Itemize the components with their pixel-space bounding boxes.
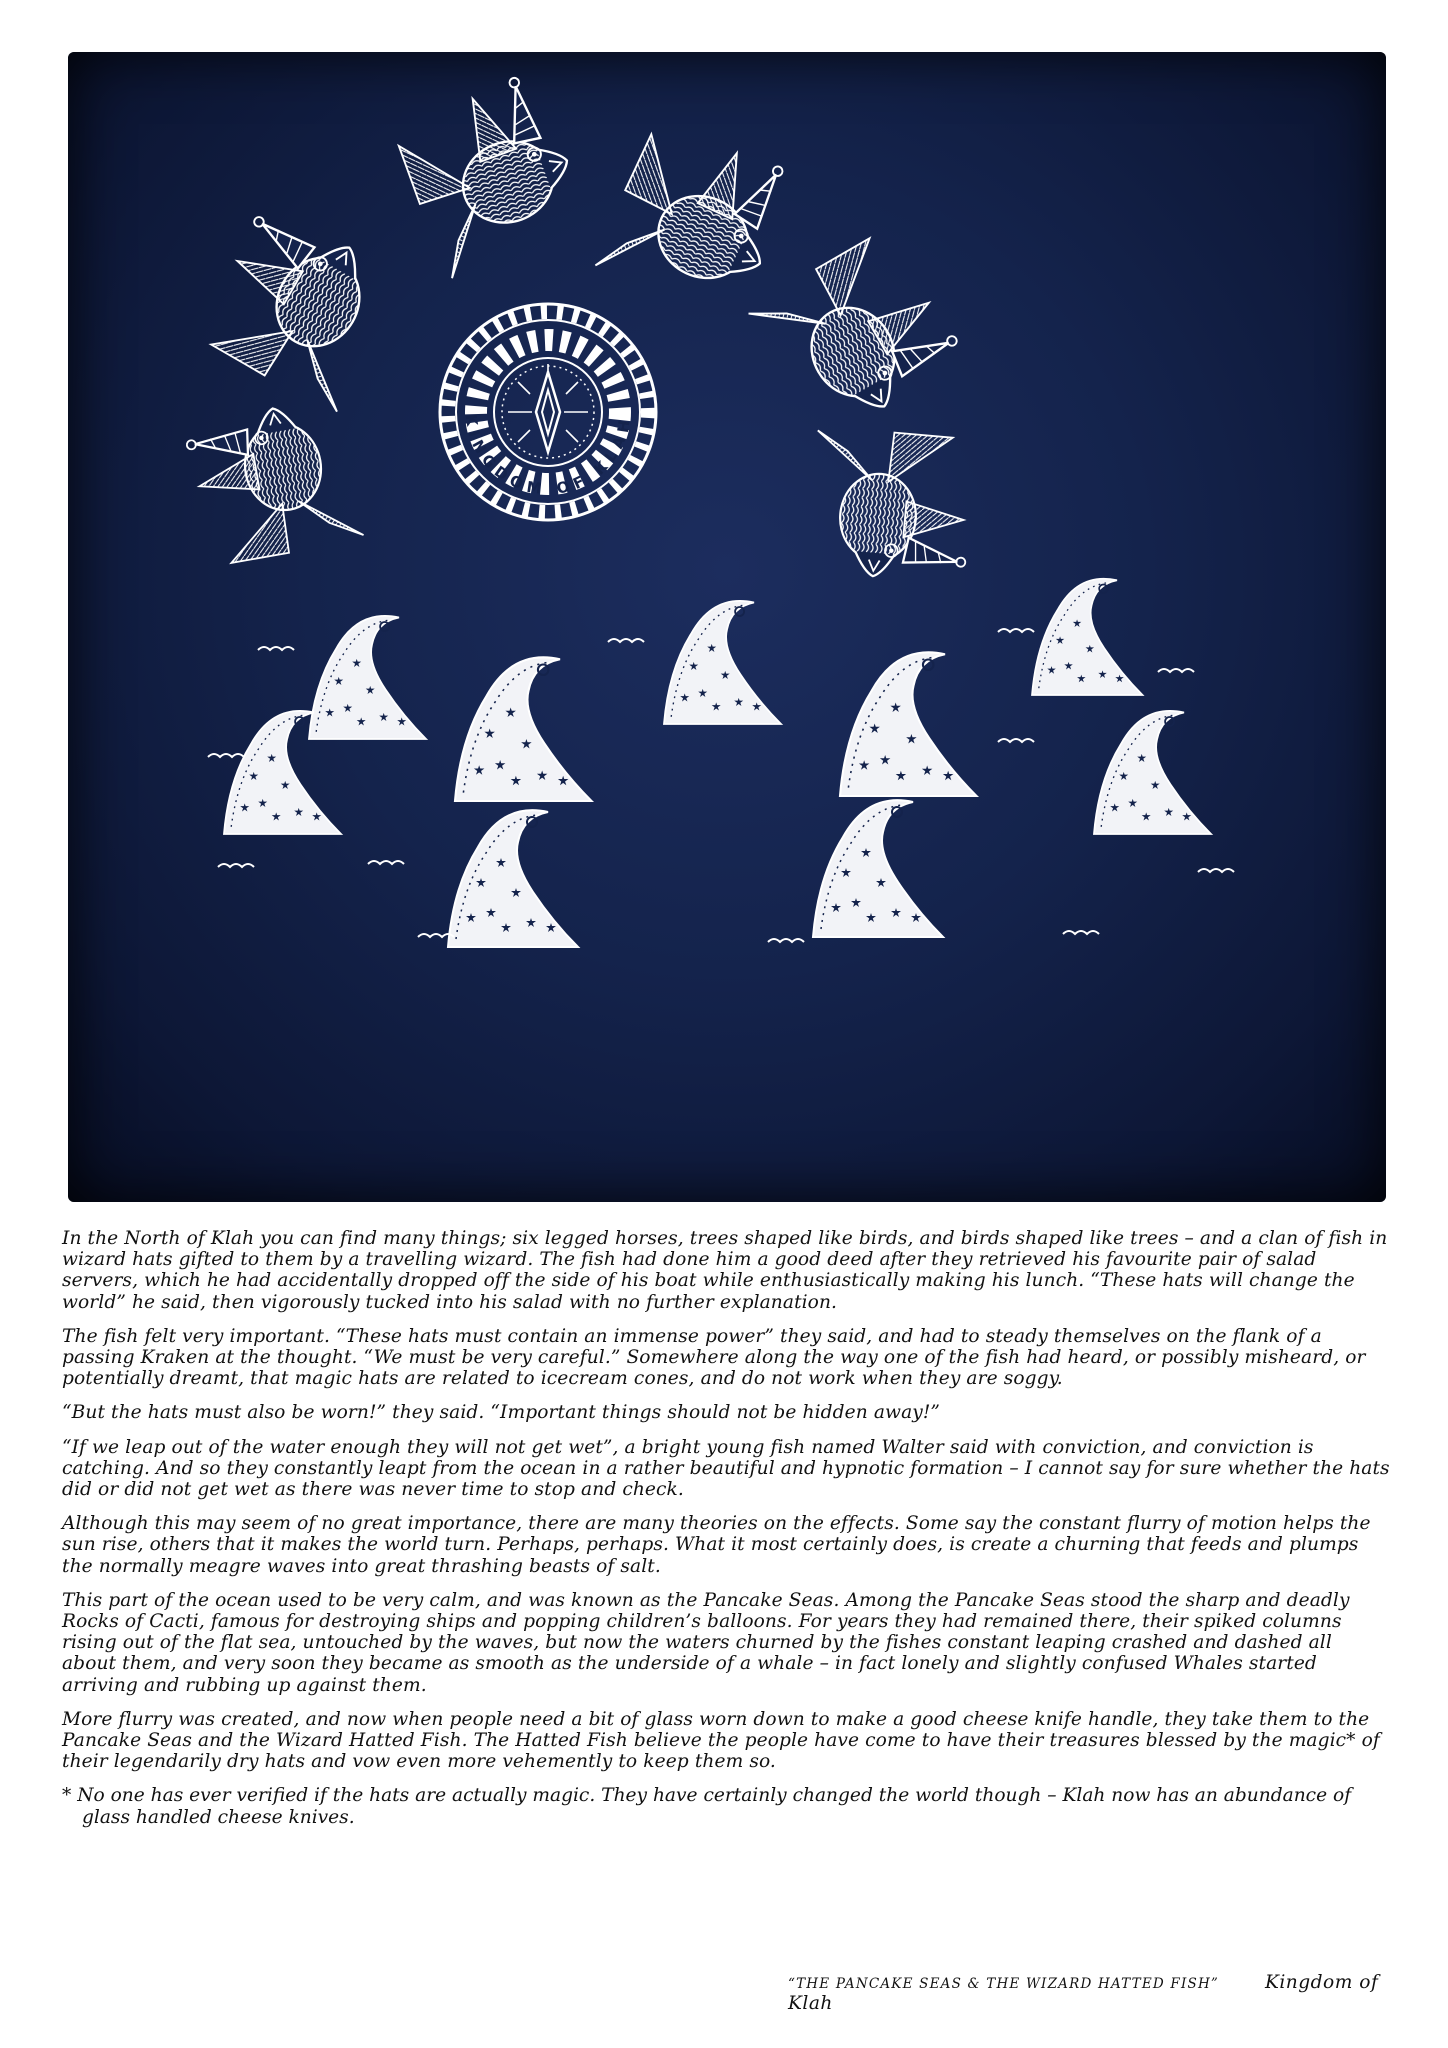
story-paragraph-6: This part of the ocean used to be very calm, and was known as the Pancake Seas. Among the Pancake Seas stood the sharp and deadly Rocks of Cacti, famous for destroying ships and popping children’s balloons. For years they had remained there, their spiked columns rising out of the flat sea, untouched by the waves, but now the waters churned by the fishes constant leaping crashed and dashed all about them, and very soon they became as smooth as the underside of a whale – in fact lonely and slightly confused Whales started arriving and rubbing up against them. — [62, 1589, 1350, 1696]
fish-4 — [806, 426, 976, 584]
story-paragraph-7: More flurry was created, and now when people need a bit of glass worn down to make a good cheese knife handle, they take them to the Pancake Seas and the Wizard Hatted Fish. The Hatted Fish believe the people have come to have their treasures blessed by the magic* of their legendarily dry hats and vow even more vehemently to keep them so. — [62, 1708, 1380, 1773]
story-paragraph-1: In the North of Klah you can find many things; six legged horses, trees shaped like birds, and birds shaped like trees – and a clan of fish in wizard hats gifted to them by a travelling wizard. The fish had done him a good deed after they retrieved his favourite pair of salad servers, which he had accidentally dropped off the side of his boat while enthusiastically making his lunch. “These hats will change the world” he said, then vigorously tucked into his salad with no further explanation. — [62, 1228, 1388, 1313]
footnote: * No one has ever verified if the hats are actually magic. They have certainly changed the world though – Klah now has an abundance of glass handled cheese knives. — [62, 1785, 1352, 1828]
story-paragraph-2: The fish felt very important. “These hats must contain an immense power” they said, and had to steady themselves on the flank of a passing Kraken at the thought. “We must be very careful.” Somewhere along the way one of the fish had heard, or possibly misheard, or potentially dreamt, that magic hats are related to icecream cones, and do not work when they are soggy. — [62, 1325, 1366, 1390]
wave-9 — [813, 800, 943, 937]
wave-7 — [1094, 711, 1211, 834]
wave-1 — [309, 616, 426, 739]
fish-3 — [746, 226, 967, 442]
story-paragraph-3: “But the hats must also be worn!” they said. “Important things should not be hidden away!” — [62, 1402, 941, 1424]
story-paragraph-4: “If we leap out of the water enough they will not get wet”, a bright young fish named Walter said with conviction, and conviction is catching. And so they constantly leapt from the ocean in a rather beautiful and hypnotic formation – I cannot say for sure whether the hats did or did not get wet as there was never time to stop and check. — [62, 1436, 1390, 1501]
kingdom-emblem — [440, 304, 656, 520]
wave-4 — [455, 657, 592, 801]
illustration — [68, 52, 1386, 1202]
wave-8 — [448, 810, 578, 947]
story-text — [62, 1228, 1390, 1828]
wave-2 — [664, 601, 781, 724]
credit-line — [788, 1972, 1388, 2014]
wave-3 — [1032, 579, 1143, 695]
kingdom-signature: Kingdom of Klah — [788, 1972, 1379, 2014]
fish-1 — [390, 70, 591, 279]
story-paragraph-5: Although this may seem of no great importance, there are many theories on the effects. Some say the constant flurry of motion helps the sun rise, others that it makes the world turn. Perhaps, perhaps. What it most certainly does, is create a churning that feeds and plumps the normally meagre waves into great thrashing beasts of salt. — [62, 1513, 1371, 1577]
emblem-text: KINGDOM OF KLAH — [461, 412, 635, 499]
wave-5 — [840, 652, 977, 796]
fish-6 — [183, 397, 364, 567]
fish-2 — [591, 112, 800, 328]
story-title: “THE PANCAKE SEAS & THE WIZARD HATTED FISH” — [788, 1976, 1220, 1992]
fish-5 — [190, 200, 411, 416]
illustration-panel — [68, 52, 1386, 1202]
